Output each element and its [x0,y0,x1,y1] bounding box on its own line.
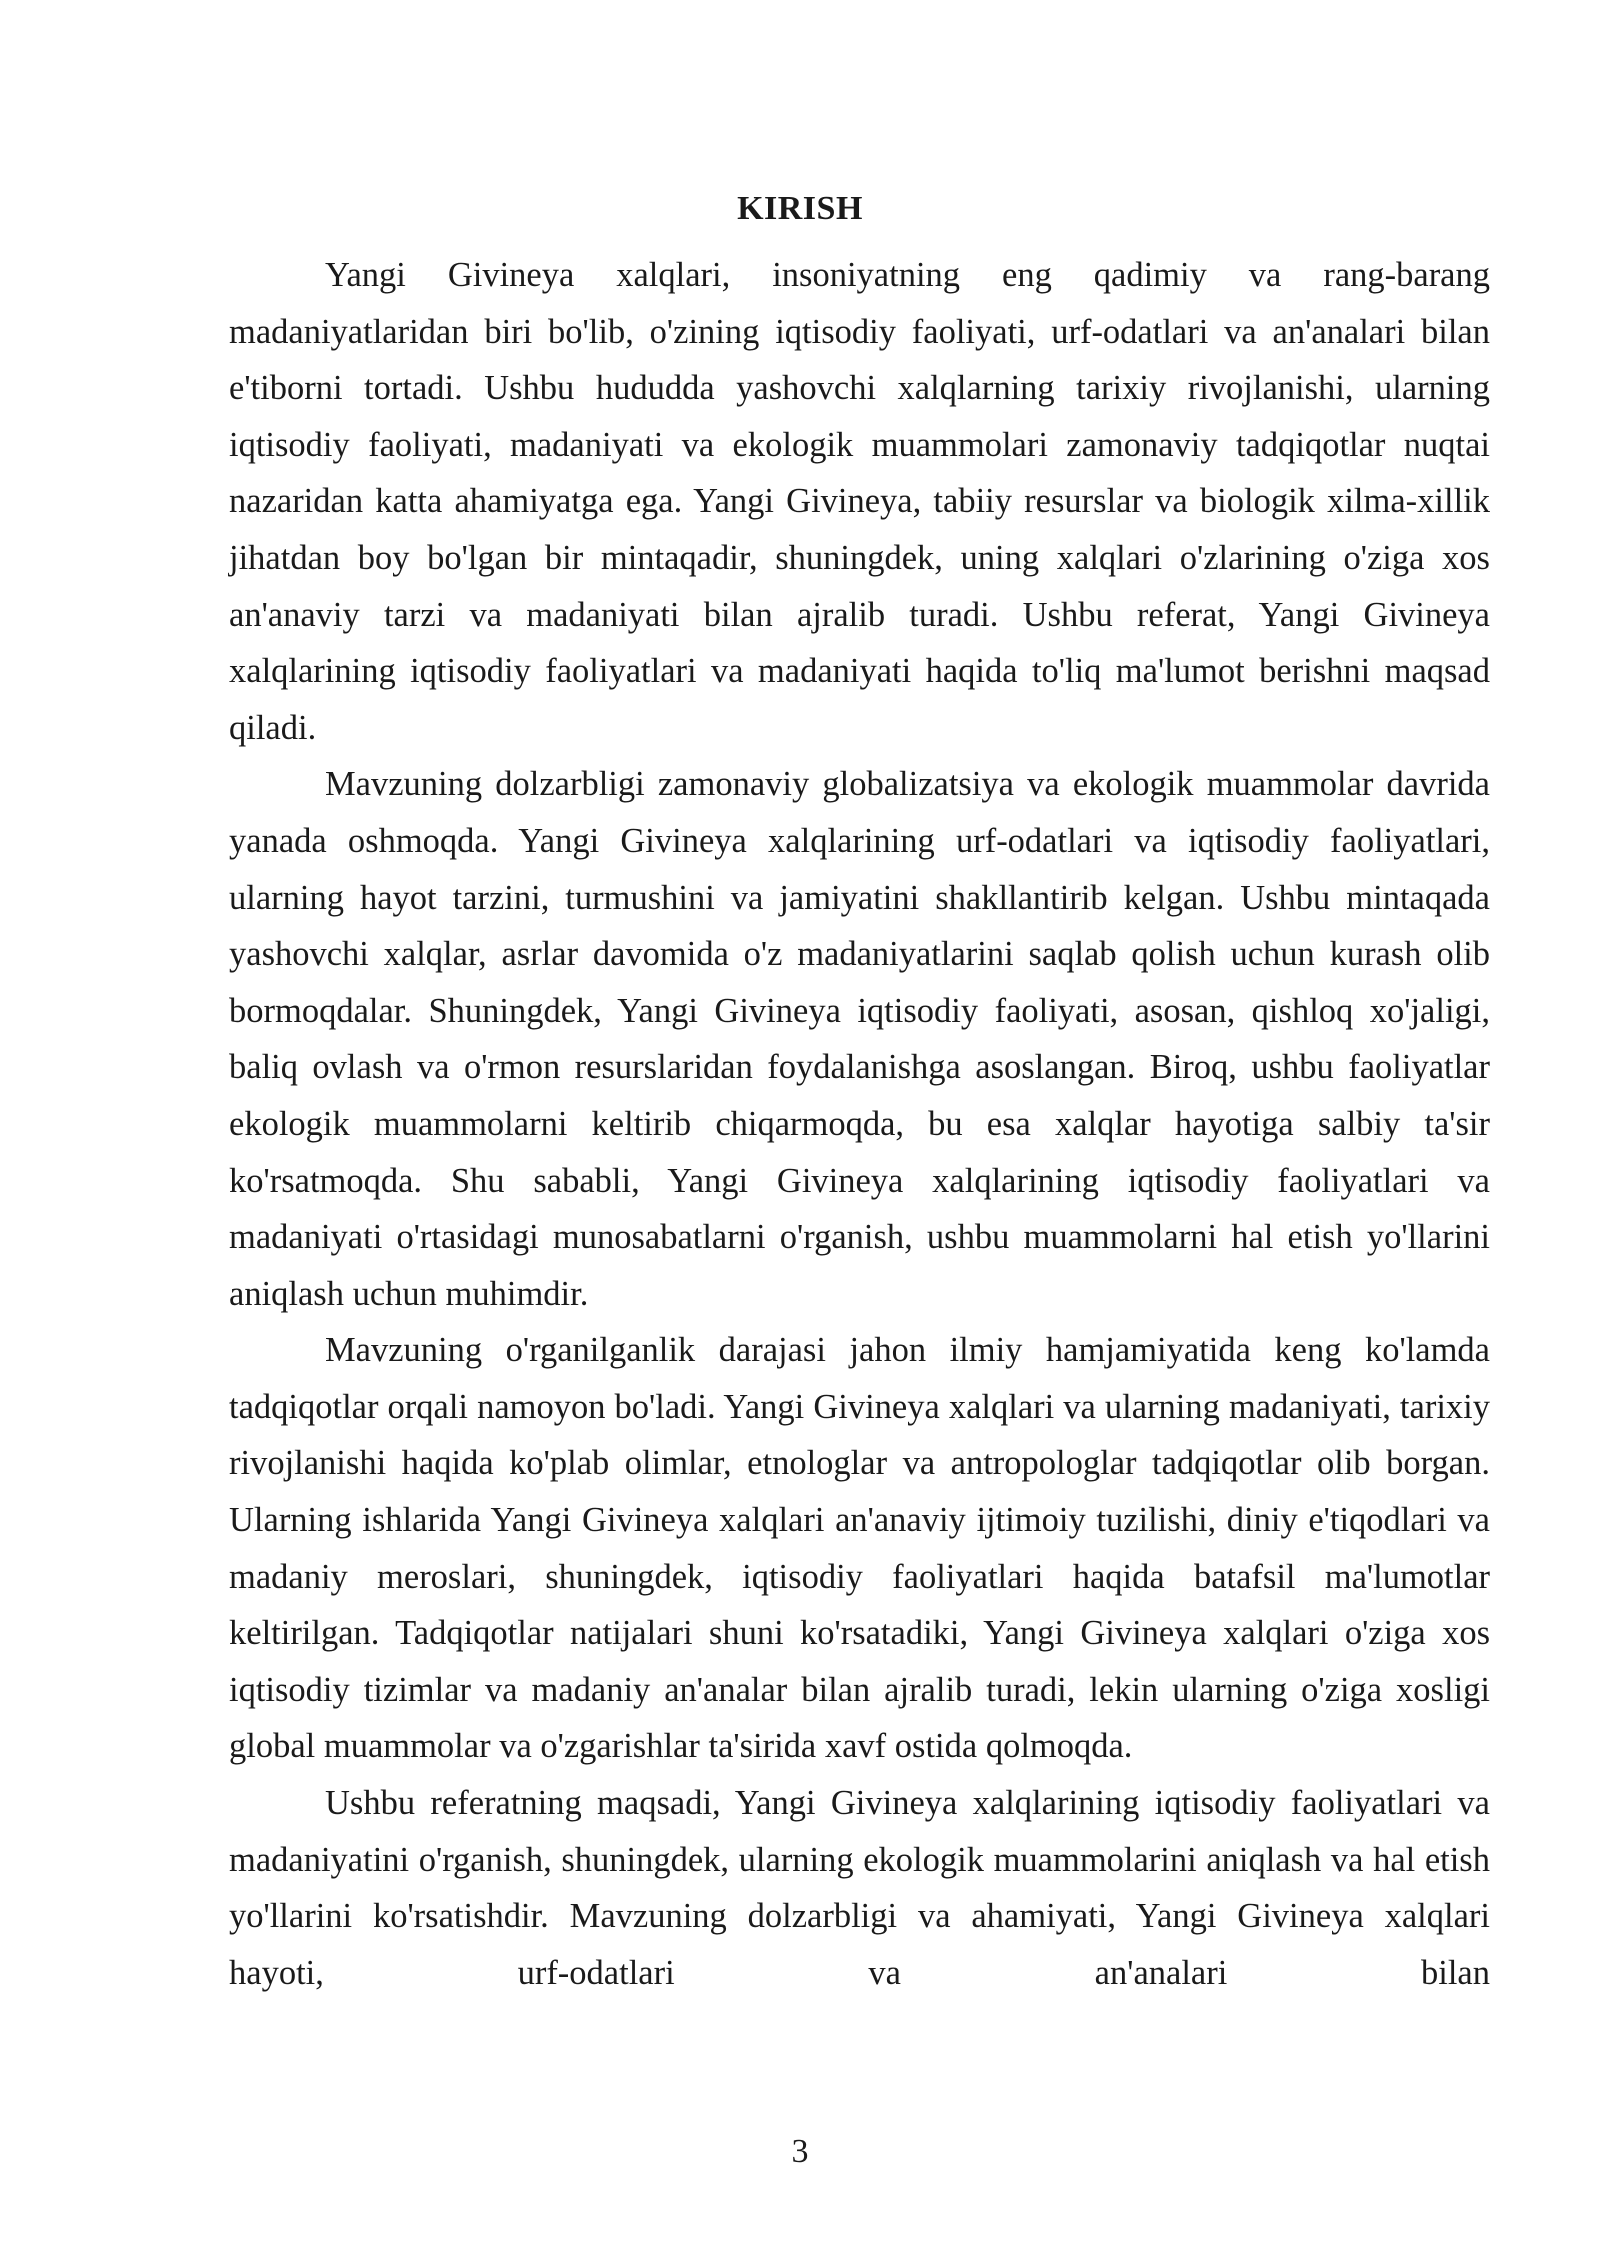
section-title: KIRISH [737,189,863,227]
page-number: 3 [791,2133,809,2170]
paragraph-relevance: Mavzuning dolzarbligi zamonaviy globalizatsiya va ekologik muammolar davrida yanada oshmoqda. Yangi Givineya xalqlarining urf-odatlari va iqtisodiy faoliyatlari, ularning hayot tarzini, turmushini va jamiyatini shakllantirib kelgan. Ushbu mintaqada yashovchi xalqlar, asrlar davomida o'z madaniyatlarini saqlab qolish uchun kurash olib bormoqdalar. Shuningdek, Yangi Givineya iqtisodiy faoliyati, asosan, qishloq xo'jaligi, baliq ovlash va o'rmon resurslaridan foydalanishga asoslangan. Biroq, ushbu faoliyatlar ekologik muammolarni keltirib chiqarmoqda, bu esa xalqlar hayotiga salbiy ta'sir ko'rsatmoqda. Shu sababli, Yangi Givineya xalqlarining iqtisodiy faoliyatlari va madaniyati o'rtasidagi munosabatlarni o'rganish, ushbu muammolarni hal etish yo'llarini aniqlash uchun muhimdir. [229,765,1490,1313]
body-text [229,247,1490,2001]
paragraph-introduction: Yangi Givineya xalqlari, insoniyatning eng qadimiy va rang-barang madaniyatlaridan biri bo'lib, o'zining iqtisodiy faoliyati, urf-odatlari va an'analari bilan e'tiborni tortadi. Ushbu hududda yashovchi xalqlarning tarixiy rivojlanishi, ularning iqtisodiy faoliyati, madaniyati va ekologik muammolari zamonaviy tadqiqotlar nuqtai nazaridan katta ahamiyatga ega. Yangi Givineya, tabiiy resurslar va biologik xilma-xillik jihatdan boy bo'lgan bir mintaqadir, shuningdek, uning xalqlari o'zlarining o'ziga xos an'anaviy tarzi va madaniyati bilan ajralib turadi. Ushbu referat, Yangi Givineya xalqlarining iqtisodiy faoliyatlari va madaniyati haqida to'liq ma'lumot berishni maqsad qiladi. [229,256,1490,747]
paragraph-purpose: Ushbu referatning maqsadi, Yangi Givineya xalqlarining iqtisodiy faoliyatlari va madaniyatini o'rganish, shuningdek, ularning ekologik muammolarini aniqlash va hal etish yo'llarini ko'rsatishdir. Mavzuning dolzarbligi va ahamiyati, Yangi Givineya xalqlari hayoti, urf-odatlari va an'analari bilan [229,1784,1490,1992]
paragraph-study-level: Mavzuning o'rganilganlik darajasi jahon ilmiy hamjamiyatida keng ko'lamda tadqiqotlar orqali namoyon bo'ladi. Yangi Givineya xalqlari va ularning madaniyati, tarixiy rivojlanishi haqida ko'plab olimlar, etnologlar va antropologlar tadqiqotlar olib borgan. Ularning ishlarida Yangi Givineya xalqlari an'anaviy ijtimoiy tuzilishi, diniy e'tiqodlari va madaniy meroslari, shuningdek, iqtisodiy faoliyatlari haqida batafsil ma'lumotlar keltirilgan. Tadqiqotlar natijalari shuni ko'rsatadiki, Yangi Givineya xalqlari o'ziga xos iqtisodiy tizimlar va madaniy an'analar bilan ajralib turadi, lekin ularning o'ziga xosligi global muammolar va o'zgarishlar ta'sirida xavf ostida qolmoqda. [229,1331,1490,1766]
